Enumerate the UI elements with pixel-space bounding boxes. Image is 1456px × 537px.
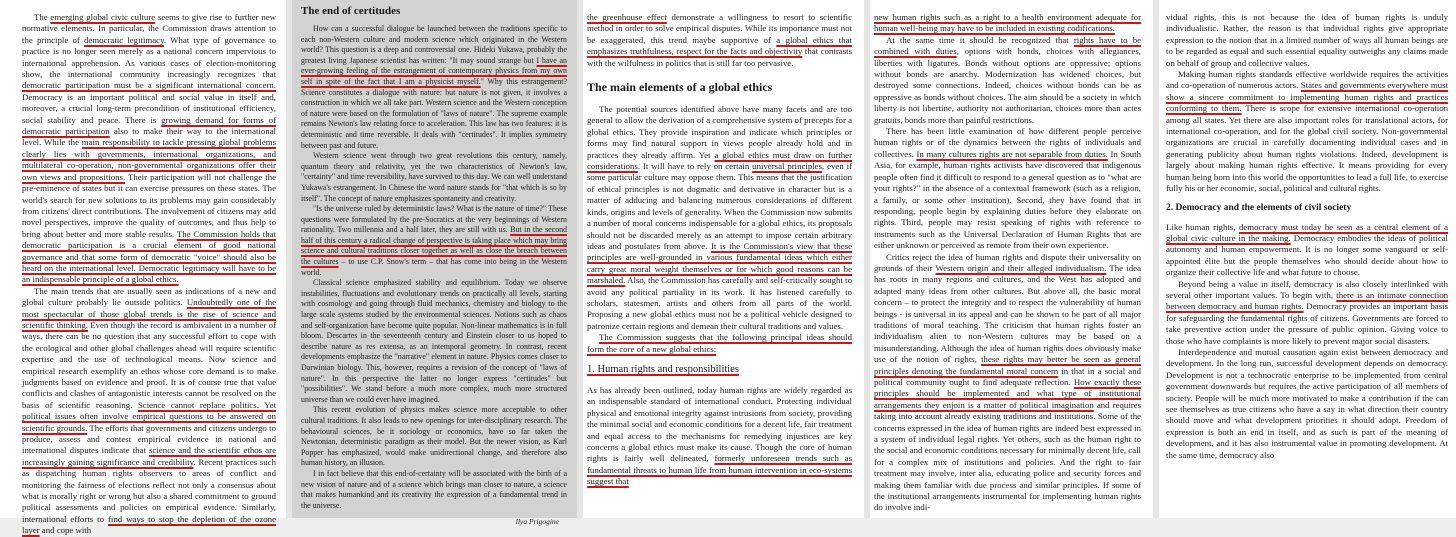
highlighted-phrase: a global ethics must draw on further considerations bbox=[587, 149, 853, 172]
paragraph bbox=[874, 12, 1141, 35]
paragraph: I in fact believe that this end-of-certainty will be associated with the birth of a new vision of nature and of a science which brings man closer to nature, a science that makes humankind and its creativity the expression of a fundamental trend in the universe. bbox=[301, 468, 567, 510]
highlighted-phrase: find ways to stop the depletion of the ozone layer bbox=[22, 513, 276, 536]
highlighted-phrase: The Commission holds that democratic participation is a crucial element of good national governance and that some form of democratic "voice" should also be heard on the international level. Democratic legitimacy will have to be an indispensable principle of a global ethics. bbox=[22, 228, 276, 285]
text-column-5 bbox=[1159, 0, 1456, 518]
highlighted-phrase: Western origin and their alleged individualism. bbox=[935, 262, 1107, 273]
paragraph: Critics reject the idea of human rights and dispute their universality on grounds of their Western origin and their alleged individualism. The idea has roots in many regions and cultures, and the West has adopted and adapted many ideas from other cultures. But above all, the basic moral concern – to protect the integrity and to respect the vulnerability of human beings - is universal in its appeal and can be shown to be part of all major traditions of moral teaching. The criticism that human rights foster an individualism alien to non-Western cultures may be based on a misunderstanding. Although the idea of human rights does obviously make use of the notion of rights, these rights may better be seen as general principles denoting the fundamental moral concern in that in a social and political community ought to find adequate reflection. How exactly these principles should be implemented and what type of institutional arrangements they enjoin is a matter of political imagination and requires taking into account already existing traditions and institutions. Some of the concerns expressed in the idea of human rights are indeed best expressed in a system of individual legal rights. Yet others, such as the human right to the social and economic conditions necessary for minimally decent life, call for a complex mix of institutions and policies. And the right to fair treatment may involve, inter alia, educating police and security forces and making them familiar with due process and similar principles. If some of the institutional arrangements instrumental for implementing human rights do involve indi- bbox=[874, 251, 1142, 513]
highlighted-phrase: States and governments everywhere must show a sincere commitment to implementing human rights and practices conforming to them. bbox=[1166, 80, 1448, 114]
highlighted-phrase: growing demand for forms of democratic participation bbox=[22, 114, 276, 137]
paragraph: As has already been outlined, today human rights are widely regarded as an indispensable standard of international conduct. Protecting individual physical and emotional integrity against intrusions from society, providing the minimal social and economic conditions for a decent life, fair treatment and equal access to the mechanisms for remedying injustices are key concerns a global ethics must make its cause. Though the core of human rights is fairly well delineated, formerly unforeseen trends such as fundamental threats to human life from human intervention in eco-systems suggest that bbox=[587, 384, 852, 487]
highlighted-phrase: new human rights such as a right to a health environment adequate for human well-being may have to be included in existing codifications. bbox=[874, 12, 1141, 34]
highlighted-phrase: a global ethics that emphasizes truthfulness, respect for the facts and objectivity bbox=[587, 34, 852, 57]
paragraph: The potential sources identified above have many facets and are too general to allow the derivation of a comprehensive system of precepts for a global ethics. They provide inspiration and indicate which principles or forms may find natural support in views people already hold and in practices they already affirm. Yet a global ethics must draw on further considerations. It will have to rely on certain universal principles, even if some particular culture may oppose them. This means that the justification of ethical principles is not dogmatic and derivative in character but is a matter of adducing and balancing numerous considerations of different kinds, origins and levels of generality. When the Commission now submits a number of moral concerns indispensable for a global ethics, its proposals should not be discarded merely as an attempt to impose certain arbitrary ideas and postulates from above. It is the Commission's view that these principles are well-grounded in various fundamental ideas which either carry great moral weight themselves or for which good reasons can be marshaled. Also, the Commission has carefully and self-critically sought to avoid any political partiality in its work. It has listened carefully to scholars, statesmen, artists and others from all parts of the world. Proposing a new global ethics must not be a political vehicle designed to patronize certain regions and demean their cultural traditions and values. bbox=[587, 104, 853, 331]
highlighted-phrase: democratic participation must be a significant international concern. bbox=[22, 80, 276, 91]
paragraph: Western science went through two great revolutions this century, namely, quantum theory and relativity, yet the two characteristics of Newton's law, "certainty" and time reversibility, have survived to this day. We can well understand Yukawa's estrangement. In Chinese the word nature stands for "that which is so by itself". The concept of nature emphasizes spontaneity and creativity. bbox=[301, 151, 567, 203]
paragraph: This recent evolution of physics makes science more acceptable to other cultural traditions. It also leads to new openings for inter-disciplinary research. The behavioural sciences, be it sociology or economics, have so far taken the Newtonian, deterministic paradigm as their model. But the newer vision, as Karl Popper has emphasized, would make unidirectional change, and therefore also human history, an illusion. bbox=[301, 405, 567, 468]
highlighted-phrase: Science cannot replace politics. Yet political issues often involve empirical questions to be answered on scientific grounds. bbox=[22, 399, 276, 433]
paragraph: At the same time it should be recognized that rights have to be combined with duties, options with bonds, choices with allegiances, liberties with ligatures. Bonds without options are oppressive; options without bonds are anarchy. Modernization has widened choices, but destroyed some connections. Indeed, choices without bonds can be as oppressive as bonds without choices. The aim should be a society in which liberty is not libertine, authority not authoritarian, choices more than actes gratuits, bonds more than painful restrictions. bbox=[874, 34, 1141, 125]
sidebar-box-end-of-certitudes bbox=[292, 0, 577, 527]
highlighted-phrase: these rights may better be seen as general principles denoting the fundamental moral concern bbox=[874, 354, 1141, 376]
highlighted-phrase: there is an intimate connection between democracy and human rights. bbox=[1166, 289, 1448, 312]
text-column-3 bbox=[583, 0, 864, 518]
paragraph: the greenhouse effect demonstrate a willingness to resort to scientific method in order to solve empirical disputes. While its importance must not be exaggerated, this trend maybe supportive of a global ethics that emphasizes truthfulness, respect for the facts and objectivity that contrasts with the wilfulness in politics that is still far too pervasive. bbox=[587, 12, 853, 68]
paragraph bbox=[587, 332, 852, 355]
highlighted-phrase: It is the Commission's view that these principles are well-grounded in various fundamental ideas which either carry great moral weight themselves or for which good reasons can be marshaled. bbox=[587, 240, 852, 286]
highlighted-phrase: But in the second half of this century a radical change of perspective is taking place which may bring science and cultural traditions closer together as well as close the breach between the cultures bbox=[301, 225, 567, 267]
paragraph: vidual rights, this is not because the idea of human rights is unduly individualistic. Rather, the reason is that individual rights give appropriate expression to the notion that in a limited number of ways all human beings are to be regarded as equal and such essential equality outweighs any claims made on behalf of group and collective values. bbox=[1166, 12, 1448, 68]
highlighted-phrase: How exactly these principles should be implemented and what type of institutional arrangements they enjoin is a matter of political imagination bbox=[874, 377, 1141, 410]
highlighted-phrase: emerging global civic culture bbox=[50, 12, 156, 22]
highlighted-phrase: Undoubtedly one of the most spectacular of those global trends is the rise of science and scientific thinking. bbox=[22, 297, 277, 330]
paragraph: "Is the universe ruled by deterministic laws? What is the nature of time?" These questions were formulated by the pre-Socratics at the very beginnings of Western rationality. Two millennia and a half later, they are still with us. But in the second half of this century a radical change of perspective is taking place which may bring science and cultural traditions closer together as well as close the breach between the cultures – to use C.P. Snow's term – that has come into being in the Western world. bbox=[301, 204, 568, 277]
highlighted-phrase: rights have to be combined with duties bbox=[874, 34, 1141, 57]
paragraph: How can a successful dialogue be launched between the traditions specific to each non-Western culture and modern science which originated in the Western world? This question is a deep and controversial one. Hideki Yukawa, probably the greatest living Japanese scientist has written: "It may sound strange but I have an ever-growing feeling of the estrangement of contemporary physics from my own self in spite of the fact that I am a physicist myself." Why this estrangement? Science constitutes a dialogue with nature: but nature is not given, it involves a construction in which we all take part. Western science and the Western conception of nature were based on the formulation of "laws of nature". The supreme example remains Newton's law relating force to acceleration. This law has two features: it is deterministic and time reversible. It deals with "certitudes". It implies symmetry between past and future. bbox=[301, 24, 567, 150]
paragraph: The main trends that are usually seen as indications of a new and global culture probably lie outside politics. Undoubtedly one of the most spectacular of those global trends is the rise of science and scientific thinking. Even though the record is ambivalent in a number of ways, there can be no question that any successful effort to cope with the ecological and other global challenges ahead will require scientific expertise and the use of technological means. Now science and empirical research exemplify an ethos whose core demand is to make judgments based on evidence and proof. It is of course true that value conflicts and clashes of antagonistic interests cannot be resolved on the basis of scientific reasoning. Science cannot replace politics. Yet political issues often involve empirical questions to be answered on scientific grounds. The efforts that governments and citizens undergo to produce, assess and contest empirical evidence in national and international disputes indicate that science and the scientific ethos are increasingly gaining significance and credibility. Recent practices such as dispatching human rights observers to areas of conflict and monitoring the fairness of elections reflect not only a consensus about what is morally right or wrong but also a shared commitment to ground political assessments and policies on empirical evidence. Similarly, international efforts to find ways to stop the depletion of the ozone layer and cope with bbox=[22, 285, 277, 536]
highlighted-phrase: The Commission suggests that the following principal ideas should form the core of a new global ethics: bbox=[587, 332, 852, 354]
paragraph: Beyond being a value in itself, democracy is also closely interlinked with several other important values. To begin with, there is an intimate connection between democracy and human rights. Democracy provides an important basis for safeguarding the fundamental rights of citizens. Governments are forced to take preventive action under the pressure of public opinion. Giving voice to those who have complaints is more likely to prevent major social disasters. bbox=[1166, 278, 1449, 346]
highlighted-phrase: the greenhouse effect bbox=[587, 12, 667, 22]
highlighted-phrase: In many cultures rights are not separable from duties. bbox=[916, 148, 1108, 159]
paragraph: Making human rights standards effective worldwide requires the activities and co-operation of numerous actors. States and governments everywhere must show a sincere commitment to implementing human rights and practices conforming to them. There is scope for extensive international co-operation among all states. Yet there are also important roles for translational actors, for international co-operation, and for the global civil society. Non-governmental organizations are crucial in carefully documenting individual cases and in generating publicity about human rights violations. Indeed, development is largely about making human rights effective. It means providing for every human being born into this world the opportunities to lead a full life, to exercise fully his or her economic, social, political and cultural rights. bbox=[1166, 69, 1448, 194]
paragraph: Interdependence and mutual causation again exist between democracy and development. In the long run, successful development depends on democracy. Development is not a technocratic enterprise to be implemented from central government downwards but requires the active participation of all members of society. People will be much more motivated to make a contribution if the can see themselves as true citizens who have a say in what direction their country should move and what development priorities it should adopt. Freedom of expression is both an end in itself, and as such is part of the meaning of development, and it has also instrumental value in promoting development. At the same time, democracy also bbox=[1166, 346, 1448, 460]
highlighted-phrase: democracy must today be seen as a central element of a global civic culture in the making. bbox=[1166, 221, 1448, 243]
section-heading: 2. Democracy and the elements of civil society bbox=[1166, 202, 1352, 213]
text-column-1 bbox=[0, 0, 286, 536]
highlighted-phrase: formerly unforeseen trends such as fundamental threats to human life from human intervention in eco-systems suggest that bbox=[587, 453, 852, 487]
box-title: The end of certitudes bbox=[301, 5, 401, 17]
paragraph: The emerging global civic culture seems to give rise to further new normative elements. In particular, the Commission draws attention to the principle of democratic legitimacy. What type of governance to practice is no longer seen merely as a national concern impervious to international apprehension. As various cases of election-monitoring show, the international community increasingly recognizes that democratic participation must be a significant international concern. Democracy is an important political and social value in itself and, moreover, a crucial long-term precondition of institutional efficiency, social stability and peace. There is growing demand for forms of democratic participation also to make their way to the international level. While the main responsibility to tackle pressing global problems clearly lies with governments, international organizations, and multilateral co-operation, non-governmental organizations offer their own views and propositions. Their participation will not challenge the pre-eminence of states but it can exercise pressures on these states. The world's search for new solutions to its problems may gain considerably from citizens' direct contributions. The involvement of citizens may add novel perspectives, improve the quality of outcomes, and thus help to bring about better and more stable results. The Commission holds that democratic participation is a crucial element of good national governance and that some form of democratic "voice" should also be heard on the international level. Democratic legitimacy will have to be an indispensable principle of a global ethics. bbox=[22, 12, 277, 285]
paragraph: There has been little examination of how different people perceive human rights or of the dynamics between the rights of individuals and collectives. In many cultures rights are not separable from duties. In South Asia, for example, human rights activists have discovered that indigenous people often find it difficult to respond to a general question as to "what are your rights?" in the absence of a contextual framework (such as a religion, a family, or some other institution). Second, they have found that in responding, people begin by explaining duties before they elaborate on rights. Third, people may resist speaking of rights with reference to instruments such as the Universal Declaration of Human Rights that are either unknown or perceived as remote from their own experience. bbox=[874, 126, 1142, 251]
highlighted-phrase: main responsibility to tackle pressing global problems clearly lies with governments, international organizations, and multilateral co-operation, non-governmental organizations offer their own views and propositions. bbox=[22, 137, 276, 182]
text-column-4 bbox=[870, 0, 1153, 518]
section-heading: The main elements of a global ethics bbox=[587, 80, 773, 95]
author-signature: Ilya Prigogine bbox=[515, 517, 559, 527]
highlighted-phrase: science and the scientific ethos are increasingly gaining significance and credibility bbox=[22, 445, 276, 467]
subsection-heading: 1. Human rights and responsibilities bbox=[587, 363, 739, 375]
highlighted-phrase: I have an ever-growing feeling of the estrangement of contemporary physics from my own self in spite of the fact that I am a physicist myself. bbox=[301, 55, 567, 86]
paragraph: Like human rights, democracy must today be seen as a central element of a global civic culture in the making. Democracy embodies the ideas of political autonomy and human empowerment. It is no longer some vanguard or self-appointed élite but the people themselves who should decide about how to organize their collective life and what future to choose. bbox=[1166, 221, 1448, 278]
highlighted-phrase: democratic legitimacy bbox=[84, 34, 164, 45]
paragraph: Classical science emphasized stability and equilibrium. Today we observe instabilities, fluctuations and evolutionary trends on practically all levels, starting with cosmology and going through fluid mechanics, chemistry and biology to the large scale systems studied by the environmental sciences. Notions such as chaos and self-organization have become quite popular. Non-linear mathematics is in full bloom. Descartes in the seventeenth century and Einstein closer to us hoped to describe nature as res extensa, as an intemporal geometry. In contrast, recent developments emphasize the "narrative" element in nature. Physics comes closer to Darwinian biology. This, however, requires a revision of the concept of "laws of nature". In this perspective the latter no longer express "certitudes" but "possibilities". We stand before a much more complex, much more structured universe than we could ever have imagined. bbox=[301, 278, 567, 404]
highlighted-phrase: universal principles bbox=[752, 161, 823, 172]
